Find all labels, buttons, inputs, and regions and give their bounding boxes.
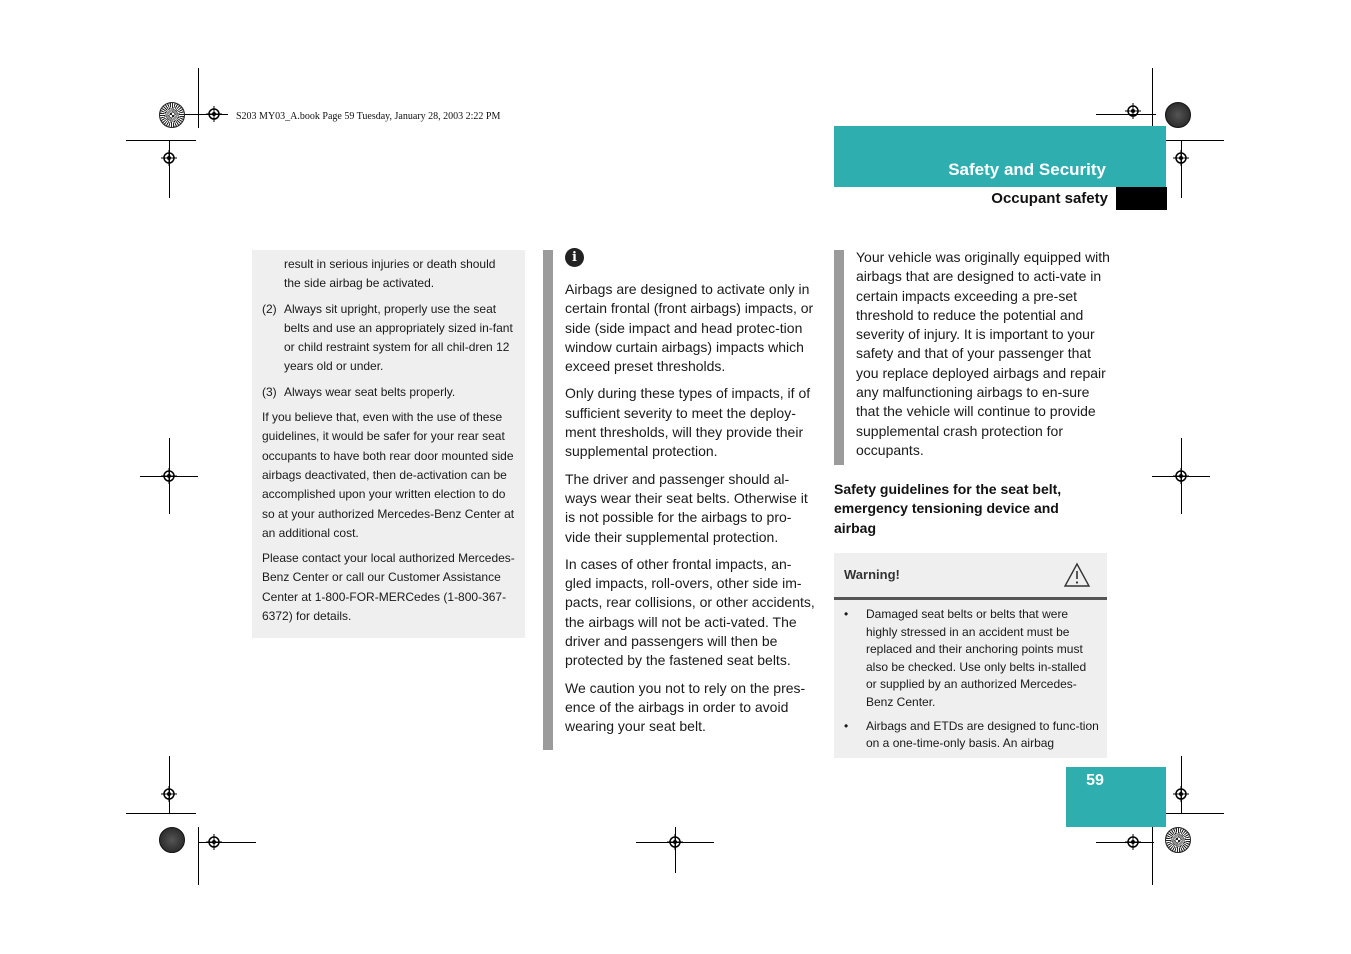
paragraph: Please contact your local authorized Mercedes-Benz Center or call our Customer Assistance Center at 1-800-FOR-MERCedes (1-800-367-6372) for details. bbox=[262, 551, 515, 624]
paragraph: Airbags are designed to activate only in certain frontal (front airbags) impacts, or side (side impact and head protec-tion window curtain airbags) impacts which exceed preset thresholds. bbox=[565, 281, 814, 375]
paragraph: Only during these types of impacts, if of sufficient severity to meet the deploy-ment thresholds, will they provide their supplemental protection. bbox=[565, 385, 811, 460]
list-item-number: (2) bbox=[262, 301, 277, 316]
registration-target-icon bbox=[206, 106, 222, 122]
registration-target-icon bbox=[1125, 103, 1141, 119]
page-number-tab bbox=[1066, 767, 1166, 827]
bullet: • bbox=[844, 718, 849, 733]
registration-target-icon bbox=[161, 150, 177, 166]
registration-target-icon bbox=[1173, 150, 1189, 166]
info-sidebar-bar bbox=[543, 250, 553, 750]
section-title: Safety and Security bbox=[948, 160, 1106, 179]
list-item bbox=[262, 383, 515, 402]
paragraph: In cases of other frontal impacts, an-gled impacts, roll-overs, other side im-pacts, rear collisions, or other accidents, the airbags will not be acti-vated. The driver and passengers will then be protected by the fastened seat belts. bbox=[565, 555, 815, 669]
page-number: 59 bbox=[1086, 772, 1104, 789]
registration-target-icon bbox=[161, 468, 177, 484]
list-item bbox=[262, 300, 515, 377]
registration-target-icon bbox=[1173, 468, 1189, 484]
color-rosette-icon bbox=[159, 827, 185, 853]
continuation-text: result in serious injuries or death should the side airbag be activated. bbox=[284, 257, 496, 291]
warning-item-text: Airbags and ETDs are designed to func-tion on a one-time-only basis. An airbag bbox=[866, 718, 1099, 751]
note-column bbox=[856, 248, 1114, 460]
registration-target-icon bbox=[1125, 834, 1141, 850]
list-item-text: Always wear seat belts properly. bbox=[284, 384, 456, 399]
registration-target-icon bbox=[206, 834, 222, 850]
left-note-box bbox=[252, 250, 525, 638]
print-header: S203 MY03_A.book Page 59 Tuesday, January 28, 2003 2:22 PM bbox=[236, 111, 501, 122]
warning-list bbox=[834, 600, 1107, 753]
registration-target-icon bbox=[161, 786, 177, 802]
section-heading: Safety guidelines for the seat belt, emergency tensioning device and airbag bbox=[834, 481, 1062, 536]
color-rosette-icon bbox=[1165, 102, 1191, 128]
warning-item-text: Damaged seat belts or belts that were highly stressed in an accident must be replaced and their anchoring points must also be checked. Use only belts in-stalled or supplied by an authorized Mercedes-Benz Center. bbox=[866, 607, 1087, 709]
note-paragraph: Your vehicle was originally equipped with airbags that are designed to acti-vate in certain impacts exceeding a pre-set threshold to reduce the potential and severity of injury. It is important to your safety and that of your passenger that you replace deployed airbags and repair any malfunctioning airbags to en-sure that the vehicle will continue to provide supplemental crash protection for occupants. bbox=[856, 249, 1110, 458]
warning-list-item bbox=[844, 606, 1099, 712]
color-rosette-icon bbox=[1165, 827, 1191, 853]
list-item-text: Always sit upright, properly use the seat belts and use an appropriately sized in-fant or child restraint system for all chil-dren 12 years old or under. bbox=[284, 301, 513, 374]
thumb-tab-marker bbox=[1116, 187, 1167, 210]
paragraph: If you believe that, even with the use of these guidelines, it would be safer for your rear seat occupants to have both rear door mounted side airbags deactivated, then de-activation can be accomplished upon your written election to do so at your authorized Mercedes-Benz Center at an additional cost. bbox=[262, 410, 515, 540]
note-sidebar-bar bbox=[834, 250, 844, 465]
info-icon: i bbox=[565, 248, 584, 267]
warning-triangle-icon bbox=[1063, 562, 1091, 588]
paragraph: We caution you not to rely on the pres-ence of the airbags in order to avoid wearing your seat belt. bbox=[565, 679, 806, 735]
paragraph: The driver and passenger should al-ways wear their seat belts. Otherwise it is not possible for the airbags to pro-vide their supplemental protection. bbox=[565, 470, 808, 545]
warning-box bbox=[834, 553, 1107, 758]
warning-header bbox=[834, 553, 1107, 600]
info-column bbox=[565, 248, 817, 745]
color-rosette-icon bbox=[159, 102, 185, 128]
subsection-title: Occupant safety bbox=[991, 190, 1108, 207]
bullet: • bbox=[844, 607, 849, 621]
warning-list-item bbox=[844, 718, 1099, 753]
list-item-number: (3) bbox=[262, 384, 277, 399]
registration-target-icon bbox=[1173, 786, 1189, 802]
warning-label: Warning! bbox=[844, 567, 900, 582]
section-tab bbox=[834, 126, 1166, 187]
registration-target-icon bbox=[667, 834, 683, 850]
